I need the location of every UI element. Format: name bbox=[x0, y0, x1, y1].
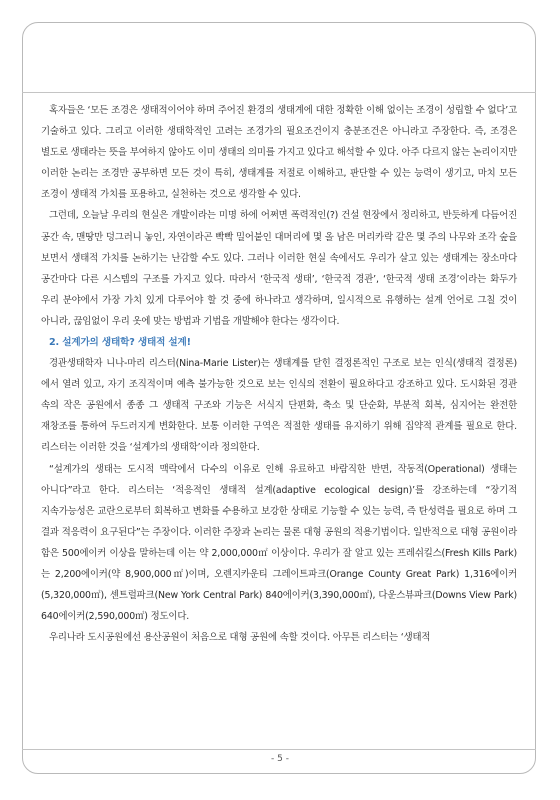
header-divider bbox=[22, 92, 536, 93]
paragraph-section-2: “설계가의 생태는 도시적 맥락에서 다수의 이유로 인해 유료하고 바람직한 반면, 작동적(Operational) 생태는 아니다”라고 한다. 리스터는 ‘적응적인 생태적 설계(adaptive ecological design)’를 강조하는데 “장기적 지속가능성은 교란으로부터 회복하고 변화를 수용하고 보강한 상태로 기능할 수 있는 능력, 즉 탄성력을 필요로 하며 그 결과 적응력이 요구된다”는 주장이다. 이러한 주장과 논리는 물론 대형 공원의 적용기법이다. 일반적으로 대형 공원이라 함은 500에이커 이상을 말하는데 이는 약 2,000,000㎡ 이상이다. 우리가 잘 알고 있는 프레쉬킬스(Fresh Kills Park)는 2,200에이커(약 8,900,000㎡)이며, 오렌지카운티 그레이트파크(Orange County Great Park) 1,316에이커(5,320,000㎡), 센트럴파크(New York Central Park) 840에이커(3,390,000㎡), 다운스뷰파크(Downs View Park) 640에이커(2,590,000㎡) 정도이다. bbox=[41, 463, 517, 623]
section-heading: 2. 설계가의 생태학? 생태적 설계! bbox=[49, 337, 191, 349]
paragraph-intro-2: 그런데, 오늘날 우리의 현실은 개발이라는 미명 하에 어쩌면 폭력적인(?) 건설 현장에서 정리하고, 반듯하게 다듬어진 공간 속, 맨땅만 덩그러니 놓인, 자연이라곤 빡빡 밀어붙인 대머리에 몇 올 남은 머리카락 같은 몇 주의 나무와 조각 숲을 보면서 생태적 가치를 논하기는 난감할 수도 있다. 그러나 이러한 현실 속에서도 우리가 살고 있는 생태계는 장소마다 공간마다 다른 시스템의 구조를 가지고 있다. 따라서 ‘한국적 생태’, ‘한국적 경관’, ‘한국적 생태 조경’이라는 화두가 우리 분야에서 가장 가치 있게 다루어야 할 것 중에 하나라고 생각하며, 일시적으로 유행하는 설계 언어로 그칠 것이 아니라, 끊임없이 우리 옷에 맞는 방법과 기법을 개발해야 한다는 생각이다. bbox=[41, 210, 517, 327]
page-number: - 5 - bbox=[271, 754, 289, 764]
footer-divider bbox=[22, 749, 536, 750]
paragraph-section-3: 우리나라 도시공원에선 용산공원이 처음으로 대형 공원에 속할 것이다. 아무튼 리스터는 ‘생태적 bbox=[49, 632, 431, 644]
paragraph-intro-1: 혹자들은 ‘모든 조경은 생태적이어야 하며 주어진 환경의 생태계에 대한 정확한 이해 없이는 조경이 성립할 수 없다’고 기술하고 있다. 그리고 이러한 생태학적인 고려는 조경가의 필요조건이지 충분조건은 아니라고 주장한다. 즉, 조경은 별도로 생태라는 뜻을 부여하지 않아도 이미 생태의 의미를 가지고 있다고 해석할 수 있다. 아주 다르지 않는 논리이지만 이러한 논리는 조경만 공부하면 모든 것이 특히, 생태계를 저절로 이해하고, 판단할 수 있는 능력이 생기고, 마치 모든 조경이 생태적 가치를 포용하고, 실천하는 것으로 생각할 수 있다. bbox=[41, 105, 517, 201]
paragraph-section-1: 경관생태학자 니나-마리 리스터(Nina-Marie Lister)는 생태계를 닫힌 결정론적인 구조로 보는 인식(생태적 결정론)에서 열려 있고, 자기 조직적이며 예측 불가능한 것으로 보는 인식의 전환이 필요하다고 강조하고 있다. 도시화된 경관 속의 작은 공원에서 종종 그 생태적 구조와 기능은 서식지 단편화, 축소 및 단순화, 부분적 회복, 심지어는 완전한 재창조를 통하여 두드러지게 변화한다. 보통 이러한 구역은 적절한 생태를 유지하기 위해 집약적 관계를 필요로 한다. 리스터는 이러한 것을 ‘설계가의 생태학’이라 정의한다. bbox=[41, 358, 517, 454]
document-body bbox=[41, 100, 517, 648]
